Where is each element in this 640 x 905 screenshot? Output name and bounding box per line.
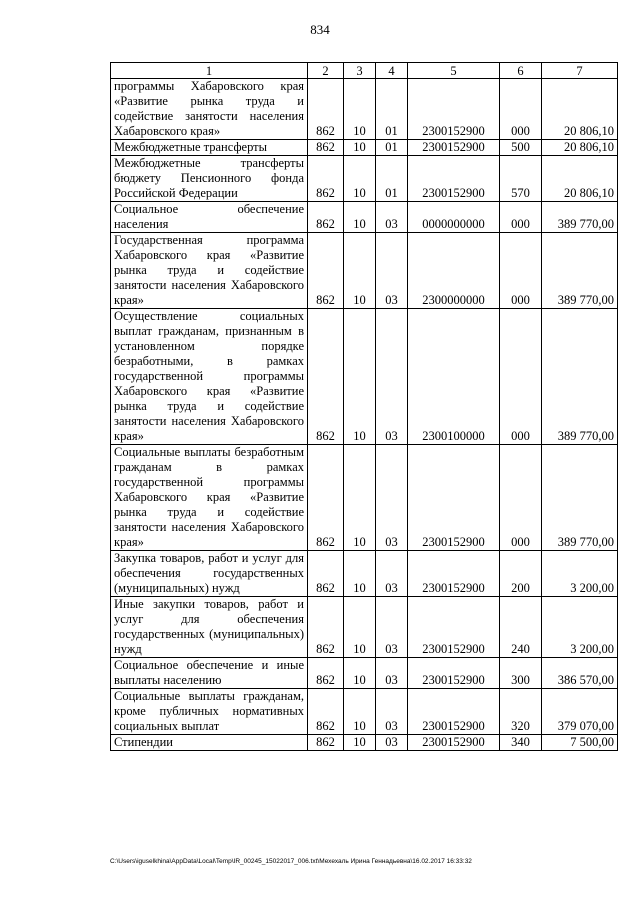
row-section-cell: 10 <box>344 309 376 445</box>
table-row <box>111 156 618 202</box>
row-target-article-cell: 2300152900 <box>408 658 500 689</box>
row-amount-cell: 379 070,00 <box>542 689 618 735</box>
row-target-article-cell: 2300152900 <box>408 156 500 202</box>
row-amount-cell: 3 200,00 <box>542 551 618 597</box>
row-name-cell: Социальные выплаты безработным гражданам в рамках государственной программы Хабаровского края «Развитие рынка труда и содействие занятости населения Хабаровского края» <box>111 445 308 551</box>
row-amount-cell: 20 806,10 <box>542 156 618 202</box>
table-row <box>111 735 618 751</box>
row-name-cell: Межбюджетные трансферты <box>111 140 308 156</box>
row-target-article-cell: 2300152900 <box>408 551 500 597</box>
row-expense-type-cell: 000 <box>500 79 542 140</box>
column-header: 6 <box>500 63 542 79</box>
row-subsection-cell: 01 <box>376 156 408 202</box>
table-row <box>111 202 618 233</box>
row-subsection-cell: 03 <box>376 309 408 445</box>
row-code-cell: 862 <box>308 551 344 597</box>
row-name-cell: Государственная программа Хабаровского края «Развитие рынка труда и содействие занятости населения Хабаровского края» <box>111 233 308 309</box>
row-expense-type-cell: 300 <box>500 658 542 689</box>
row-expense-type-cell: 000 <box>500 202 542 233</box>
row-amount-cell: 20 806,10 <box>542 79 618 140</box>
row-subsection-cell: 03 <box>376 233 408 309</box>
row-target-article-cell: 2300152900 <box>408 597 500 658</box>
row-target-article-cell: 2300152900 <box>408 79 500 140</box>
row-code-cell: 862 <box>308 597 344 658</box>
table-row <box>111 551 618 597</box>
row-expense-type-cell: 340 <box>500 735 542 751</box>
row-subsection-cell: 03 <box>376 202 408 233</box>
row-name-cell: Осуществление социальных выплат гражданам, признанным в установленном порядке безработными, в рамках государственной программы Хабаровского края «Развитие рынка труда и содействие занятости населения Хабаровского края» <box>111 309 308 445</box>
row-name-cell: Межбюджетные трансферты бюджету Пенсионного фонда Российской Федерации <box>111 156 308 202</box>
table-header-row <box>111 63 618 79</box>
row-amount-cell: 386 570,00 <box>542 658 618 689</box>
row-code-cell: 862 <box>308 658 344 689</box>
budget-table <box>110 62 618 751</box>
row-code-cell: 862 <box>308 233 344 309</box>
table-row <box>111 658 618 689</box>
row-amount-cell: 7 500,00 <box>542 735 618 751</box>
row-target-article-cell: 2300152900 <box>408 689 500 735</box>
table-row <box>111 140 618 156</box>
column-header: 7 <box>542 63 618 79</box>
row-code-cell: 862 <box>308 735 344 751</box>
row-subsection-cell: 03 <box>376 597 408 658</box>
row-expense-type-cell: 320 <box>500 689 542 735</box>
row-target-article-cell: 2300152900 <box>408 735 500 751</box>
row-name-cell: Закупка товаров, работ и услуг для обеспечения государственных (муниципальных) нужд <box>111 551 308 597</box>
row-expense-type-cell: 570 <box>500 156 542 202</box>
row-amount-cell: 3 200,00 <box>542 597 618 658</box>
row-code-cell: 862 <box>308 140 344 156</box>
row-target-article-cell: 2300152900 <box>408 445 500 551</box>
row-target-article-cell: 2300000000 <box>408 233 500 309</box>
row-subsection-cell: 03 <box>376 689 408 735</box>
row-target-article-cell: 2300152900 <box>408 140 500 156</box>
row-name-cell: Социальные выплаты гражданам, кроме публичных нормативных социальных выплат <box>111 689 308 735</box>
table-row <box>111 233 618 309</box>
table-row <box>111 689 618 735</box>
row-section-cell: 10 <box>344 551 376 597</box>
row-target-article-cell: 0000000000 <box>408 202 500 233</box>
row-name-cell: Социальное обеспечение и иные выплаты населению <box>111 658 308 689</box>
table-row <box>111 445 618 551</box>
row-code-cell: 862 <box>308 156 344 202</box>
row-code-cell: 862 <box>308 309 344 445</box>
row-amount-cell: 389 770,00 <box>542 233 618 309</box>
row-expense-type-cell: 000 <box>500 445 542 551</box>
row-subsection-cell: 03 <box>376 445 408 551</box>
row-section-cell: 10 <box>344 445 376 551</box>
row-name-cell: Социальное обеспечение населения <box>111 202 308 233</box>
row-section-cell: 10 <box>344 658 376 689</box>
row-expense-type-cell: 200 <box>500 551 542 597</box>
row-target-article-cell: 2300100000 <box>408 309 500 445</box>
row-subsection-cell: 01 <box>376 140 408 156</box>
row-section-cell: 10 <box>344 735 376 751</box>
column-header: 5 <box>408 63 500 79</box>
row-code-cell: 862 <box>308 79 344 140</box>
page-number: 834 <box>310 22 330 37</box>
row-section-cell: 10 <box>344 233 376 309</box>
row-expense-type-cell: 240 <box>500 597 542 658</box>
table-row <box>111 79 618 140</box>
row-name-cell: программы Хабаровского края «Развитие рынка труда и содействие занятости населения Хабаровского края» <box>111 79 308 140</box>
column-header: 2 <box>308 63 344 79</box>
row-amount-cell: 389 770,00 <box>542 309 618 445</box>
row-expense-type-cell: 000 <box>500 233 542 309</box>
row-code-cell: 862 <box>308 202 344 233</box>
row-subsection-cell: 03 <box>376 658 408 689</box>
row-section-cell: 10 <box>344 156 376 202</box>
file-path-footer: C:\Users\iguselkhina\AppData\Local\Temp\IR_00245_15022017_006.txt\Мехехаль Ирина Геннадьевна\16.02.2017 16:33:32 <box>110 858 472 865</box>
row-amount-cell: 389 770,00 <box>542 445 618 551</box>
row-amount-cell: 20 806,10 <box>542 140 618 156</box>
row-section-cell: 10 <box>344 597 376 658</box>
table-row <box>111 597 618 658</box>
column-header: 3 <box>344 63 376 79</box>
row-code-cell: 862 <box>308 445 344 551</box>
row-subsection-cell: 03 <box>376 551 408 597</box>
row-subsection-cell: 03 <box>376 735 408 751</box>
table-row <box>111 309 618 445</box>
row-code-cell: 862 <box>308 689 344 735</box>
row-section-cell: 10 <box>344 140 376 156</box>
row-section-cell: 10 <box>344 202 376 233</box>
row-expense-type-cell: 000 <box>500 309 542 445</box>
row-expense-type-cell: 500 <box>500 140 542 156</box>
row-name-cell: Стипендии <box>111 735 308 751</box>
row-section-cell: 10 <box>344 689 376 735</box>
row-subsection-cell: 01 <box>376 79 408 140</box>
row-name-cell: Иные закупки товаров, работ и услуг для обеспечения государственных (муниципальных) нужд <box>111 597 308 658</box>
row-section-cell: 10 <box>344 79 376 140</box>
row-amount-cell: 389 770,00 <box>542 202 618 233</box>
column-header: 1 <box>111 63 308 79</box>
column-header: 4 <box>376 63 408 79</box>
